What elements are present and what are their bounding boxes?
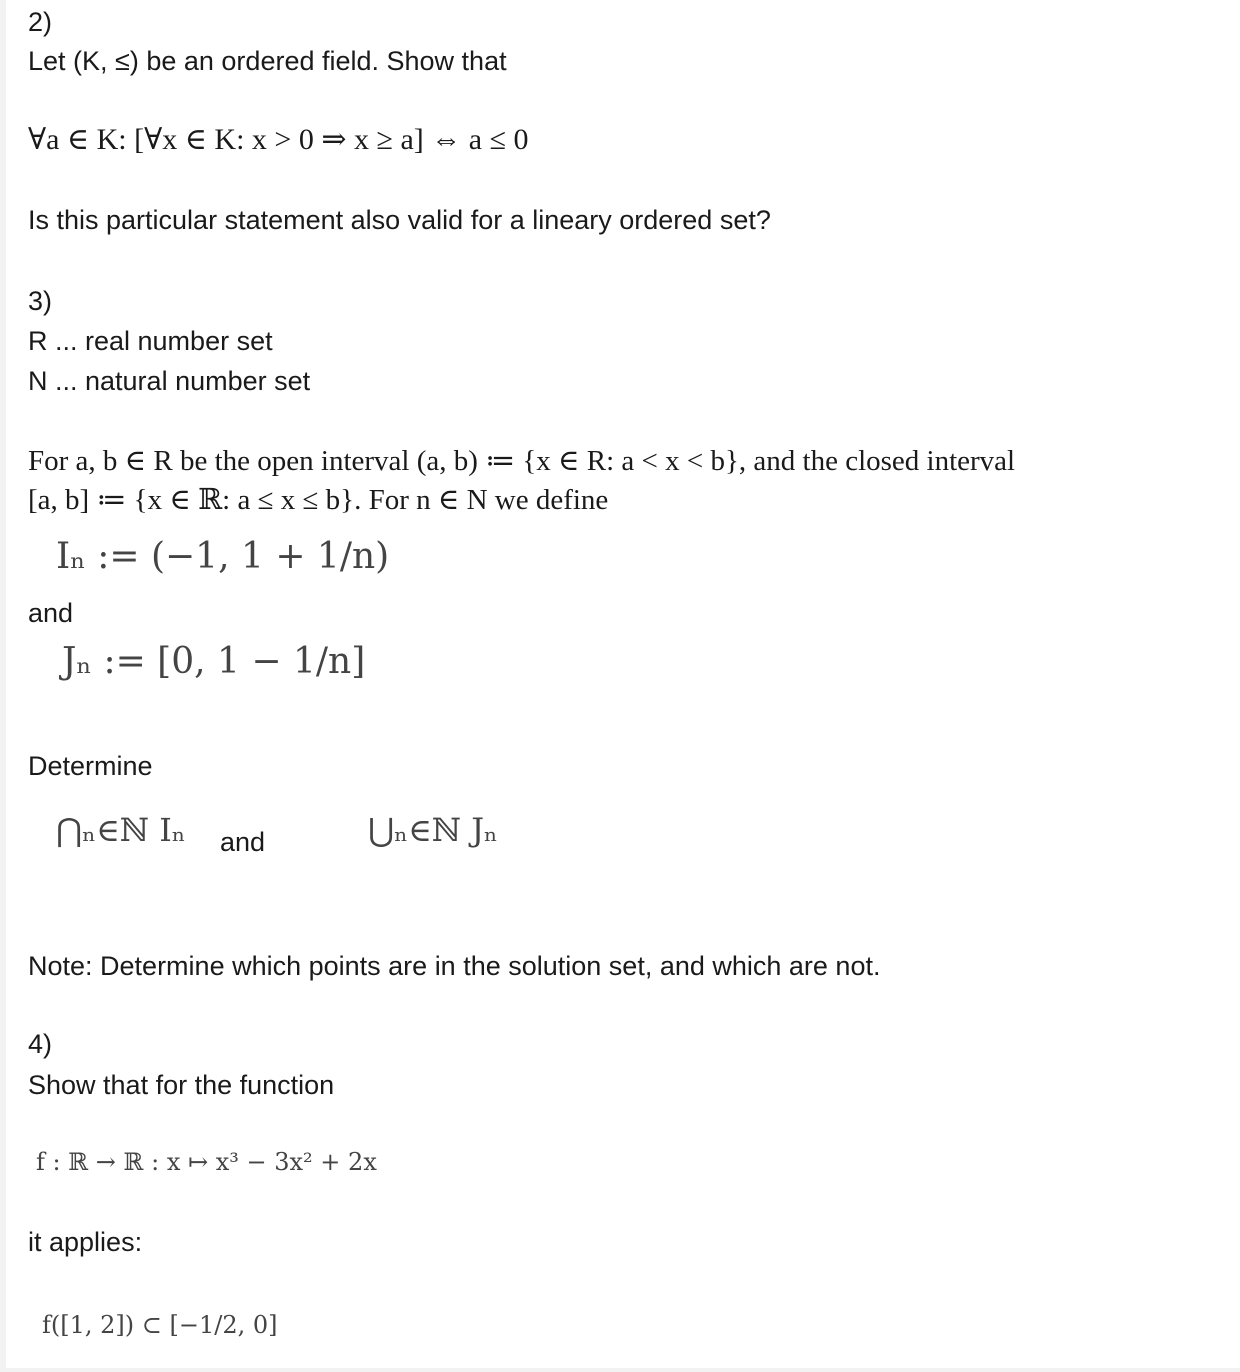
left-margin-bar (0, 0, 6, 1372)
i-n-definition: Iₙ := (−1, 1 + 1/n) (56, 536, 390, 577)
problem-3-number: 3) (28, 286, 53, 316)
intersection-expression: ⋂ₙ∈ℕ Iₙ (56, 811, 186, 849)
problem-4-intro: Show that for the function (28, 1070, 335, 1100)
union-expression: ⋃ₙ∈ℕ Jₙ (368, 811, 498, 849)
problem-4-number: 4) (28, 1029, 53, 1059)
interval-sentence-line-1: For a, b ∈ R be the open interval (a, b) ≔ {x ∈ R: a < x < b}, and the closed interval (28, 445, 1016, 477)
and-label: and (28, 598, 74, 628)
problem-2-number: 2) (28, 7, 53, 37)
note-text: Note: Determine which points are in the solution set, and which are not. (28, 951, 881, 981)
definition-n: N ... natural number set (28, 366, 311, 396)
problem-2-intro: Let (K, ≤) be an ordered field. Show that (28, 46, 507, 76)
bottom-margin-bar (0, 1368, 1240, 1372)
determine-label: Determine (28, 751, 153, 781)
and-middle-label: and (220, 827, 266, 857)
interval-sentence-line-2: [a, b] ≔ {x ∈ ℝ: a ≤ x ≤ b}. For n ∈ N we define (28, 484, 609, 516)
j-n-definition: Jₙ := [0, 1 − 1/n] (62, 641, 366, 682)
definition-r: R ... real number set (28, 326, 273, 356)
problem-2-formula: ∀a ∈ K: [∀x ∈ K: x > 0 ⇒ x ≥ a] ⇔ a ≤ 0 (28, 123, 529, 156)
applies-label: it applies: (28, 1227, 143, 1257)
problem-2-question: Is this particular statement also valid for a lineary ordered set? (28, 205, 771, 235)
function-definition: f : ℝ → ℝ : x ↦ x³ − 3x² + 2x (36, 1148, 377, 1176)
claim-formula: f([1, 2]) ⊂ [−1/2, 0] (42, 1311, 278, 1339)
